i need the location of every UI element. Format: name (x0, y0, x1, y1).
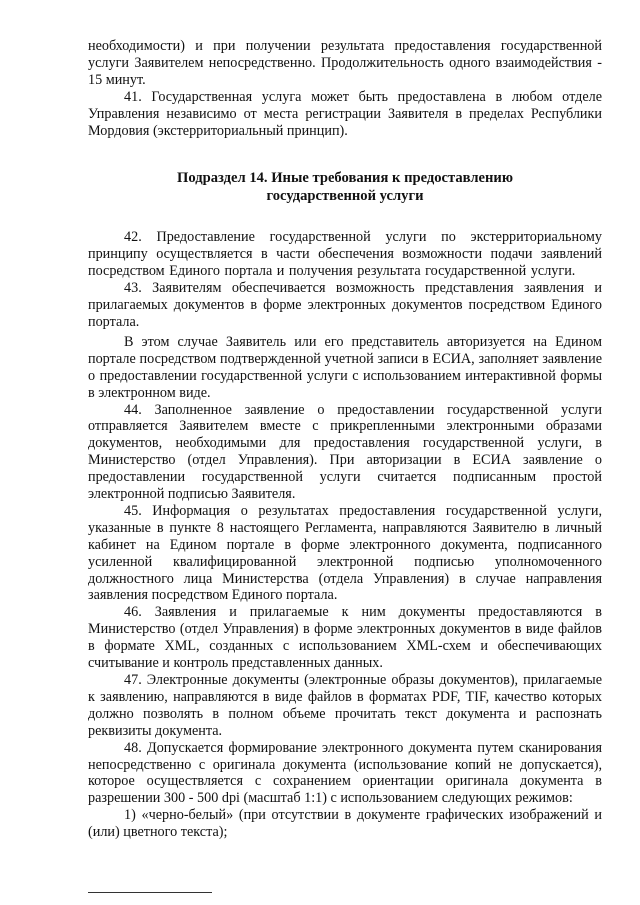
paragraph-continuation: необходимости) и при получении результата предоставления государственной услуги Заявителем непосредственно. Продолжительность одного взаимодействия - 15 минут. (88, 38, 602, 88)
paragraph-45: 45. Информация о результатах предоставления государственной услуги, указанные в пункте 8 настоящего Регламента, направляются Заявителю в личный кабинет на Едином портале в форме электронного документа, подписанного усиленной квалифицированной электронной подписью уполномоченного должностного лица Министерства (отдела Управления) в случае направления заявления посредством Единого портала. (88, 502, 602, 604)
footnote-rule (88, 892, 212, 893)
paragraph-48-1: 1) «черно-белый» (при отсутствии в документе графических изображений и (или) цветного текста); (88, 807, 602, 841)
paragraph-47: 47. Электронные документы (электронные образы документов), прилагаемые к заявлению, направляются в виде файлов в форматах PDF, TIF, качество которых должно позволять в полном объеме прочитать текст документа и распознать реквизиты документа. (88, 672, 602, 739)
heading-line-2: государственной услуги (266, 188, 424, 205)
paragraph-42: 42. Предоставление государственной услуги по экстерриториальному принципу осуществляется в части обеспечения возможности подачи заявлений посредством Единого портала и получения результата государственной услуги. (88, 229, 602, 280)
paragraph-44: 44. Заполненное заявление о предоставлении государственной услуги отправляется Заявителем вместе с прикрепленными электронными образами документов, необходимыми для предоставления государственной услуги, в Министерство (отдел Управления). При авторизации в ЕСИА заявление о предоставлении государственной услуги считается подписанным простой электронной подписью Заявителя. (88, 401, 602, 503)
paragraph-48: 48. Допускается формирование электронного документа путем сканирования непосредственно с оригинала документа (использование копий не допускается), которое осуществляется с сохранением ориентации оригинала документа в разрешении 300 - 500 dpi (масштаб 1:1) с использованием следующих режимов: (88, 739, 602, 807)
section-heading (88, 169, 602, 205)
paragraph-46: 46. Заявления и прилагаемые к ним документы предоставляются в Министерство (отдел Управления) в форме электронных документов в виде файлов в формате XML, созданных с использованием XML-схем и обеспечивающих считывание и контроль представленных данных. (88, 604, 602, 672)
paragraph-43: 43. Заявителям обеспечивается возможность представления заявления и прилагаемых документов в форме электронных документов посредством Единого портала. (88, 280, 602, 330)
paragraph-41: 41. Государственная услуга может быть предоставлена в любом отделе Управления независимо от места регистрации Заявителя в пределах Республики Мордовия (экстерриториальный принцип). (88, 88, 602, 139)
heading-line-1: Подраздел 14. Иные требования к предоставлению (177, 170, 513, 187)
paragraph-43b: В этом случае Заявитель или его представитель авторизуется на Едином портале посредством подтвержденной учетной записи в ЕСИА, заполняет заявление о предоставлении государственной услуги с использованием интерактивной формы в электронном виде. (88, 333, 602, 401)
document-page (88, 38, 602, 841)
